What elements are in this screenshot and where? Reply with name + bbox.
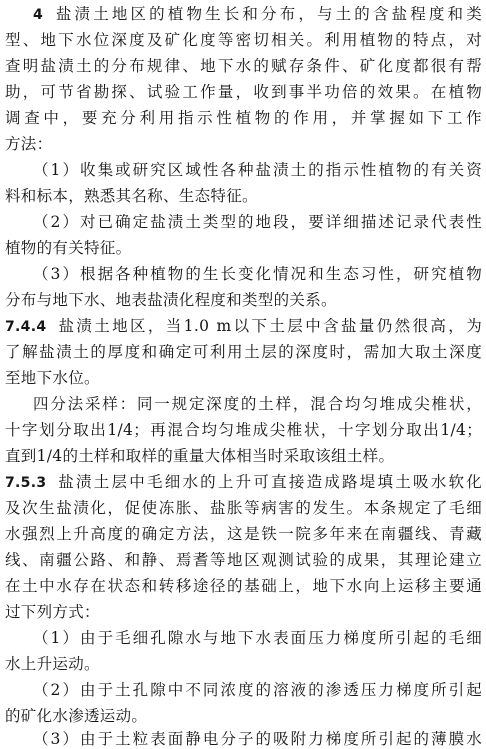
text-line: （2）对已确定盐渍土类型的地段，要详细描述记录代表性 (33, 213, 482, 231)
text-line: （1）收集或研究区域性各种盐渍土的指示性植物的有关资 (33, 161, 482, 179)
text-line: 查明盐渍土的分布规律、地下水的赋存条件、矿化度都很有帮 (5, 57, 482, 75)
text-line: 线、南疆公路、和静、焉耆等地区观测试验的成果，其理论建立 (5, 551, 482, 569)
text-line: 植物的有关特征。 (5, 239, 132, 257)
text-line: 7.5.3 盐渍土层中毛细水的上升可直接造成路堤填土吸水软化 (5, 473, 482, 491)
text-line: （3）由于土粒表面静电分子的吸附力梯度所引起的薄膜水 (33, 730, 482, 748)
text-line: （3）根据各种植物的生长变化情况和生态习性，研究植物 (33, 265, 482, 283)
text-line: 助，可节省勘探、试验工作量，收到事半功倍的效果。在植物 (5, 83, 482, 101)
text-line: 过下列方式： (5, 603, 100, 621)
text-line: 在土中水存在状态和转移途径的基础上，地下水向上运移主要通 (5, 577, 482, 595)
clause-number: 4 (33, 7, 44, 23)
clause-number: 7.5.3 (5, 475, 47, 491)
clause-number: 7.4.4 (5, 319, 47, 335)
text-line: （2）由于土孔隙中不同浓度的溶液的渗透压力梯度所引起 (33, 681, 482, 699)
text-line: 料和标本，熟悉其名称、生态特征。 (5, 187, 258, 205)
text-line: 4 盐渍土地区的植物生长和分布，与土的含盐程度和类 (33, 5, 482, 23)
text-line: 调查中，要充分利用指示性植物的作用，并掌握如下工作 (5, 109, 482, 127)
text-line: 水上升运动。 (5, 655, 100, 673)
text-line: 及次生盐渍化，促使冻胀、盐胀等病害的发生。本条规定了毛细 (5, 499, 482, 517)
text-line: 水强烈上升高度的确定方法，这是铁一院多年来在南疆线、青藏 (5, 525, 482, 543)
text-line: 了解盐渍土的厚度和确定可利用土层的深度时，需加大取土深度 (5, 343, 482, 361)
text-line: 至地下水位。 (5, 369, 100, 387)
text-line: 型、地下水位深度及矿化度等密切相关。利用植物的特点，对 (5, 31, 482, 49)
text-line: 十字划分取出1/4；再混合均匀堆成尖椎状，十字划分取出1/4； (5, 421, 482, 439)
text-line: 分布与地下水、地表盐渍化程度和类型的关系。 (5, 291, 337, 309)
text-line: （1）由于毛细孔隙水与地下水表面压力梯度所引起的毛细 (33, 629, 482, 647)
text-line: 四分法采样：同一规定深度的土样，混合均匀堆成尖椎状， (33, 395, 482, 413)
text-line: 的矿化水渗透运动。 (5, 707, 148, 725)
text-line: 方法： (5, 135, 53, 153)
text-line: 直到1/4的土样和取样的重量大体相当时采取该组土样。 (5, 447, 395, 465)
text-line: 7.4.4 盐渍土地区，当1.0 m以下土层中含盐量仍然很高，为 (5, 317, 482, 335)
